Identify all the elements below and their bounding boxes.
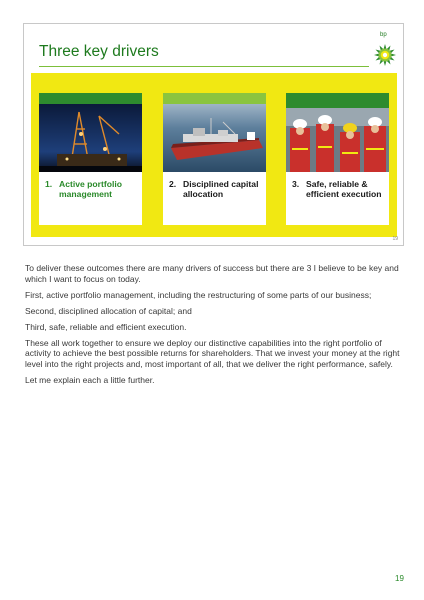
drivers-panel	[31, 73, 397, 237]
notes-paragraph: Second, disciplined allocation of capital; and	[25, 305, 192, 316]
driver-number: 2.	[169, 179, 177, 189]
notes-paragraph: First, active portfolio management, including the restructuring of some parts of our business;	[25, 289, 372, 300]
oil-rig-night-photo	[39, 104, 142, 172]
card-header-bar	[163, 93, 266, 104]
driver-card-execution	[286, 93, 389, 225]
driver-card-portfolio	[39, 93, 142, 225]
card-header-bar	[286, 93, 389, 104]
driver-label: Safe, reliable & efficient execution	[306, 179, 382, 199]
notes-paragraph: These all work together to ensure we deploy our distinctive capabilities into the right portfolio of activity to achieve the best possible returns for shareholders. That we invest your money at the right level into the right projects and, most important of all, that we deliver the right performance, safely.	[25, 337, 400, 369]
slide-number: 19	[392, 236, 398, 242]
slide-title: Three key drivers	[39, 43, 159, 60]
notes-paragraph: To deliver these outcomes there are many drivers of success but there are 3 I believe to be key and which I want to focus on today.	[25, 263, 399, 284]
notes-paragraph: Let me explain each a little further.	[25, 374, 155, 385]
driver-label: Active portfolio management	[59, 179, 123, 199]
bp-helios-logo-icon	[372, 37, 398, 67]
bp-logo-text: bp	[380, 32, 387, 38]
driver-number: 3.	[292, 179, 300, 189]
page-number: 19	[395, 574, 404, 583]
driver-label: Disciplined capital allocation	[183, 179, 259, 199]
notes-paragraph: Third, safe, reliable and efficient execution.	[25, 321, 187, 332]
driver-card-capital	[163, 93, 266, 225]
card-header-bar	[39, 93, 142, 104]
slide	[23, 23, 404, 246]
title-divider	[39, 66, 369, 67]
driver-number: 1.	[45, 179, 53, 189]
speaker-notes	[25, 263, 400, 391]
safety-workers-photo	[286, 104, 389, 172]
fpso-vessel-photo	[163, 104, 266, 172]
